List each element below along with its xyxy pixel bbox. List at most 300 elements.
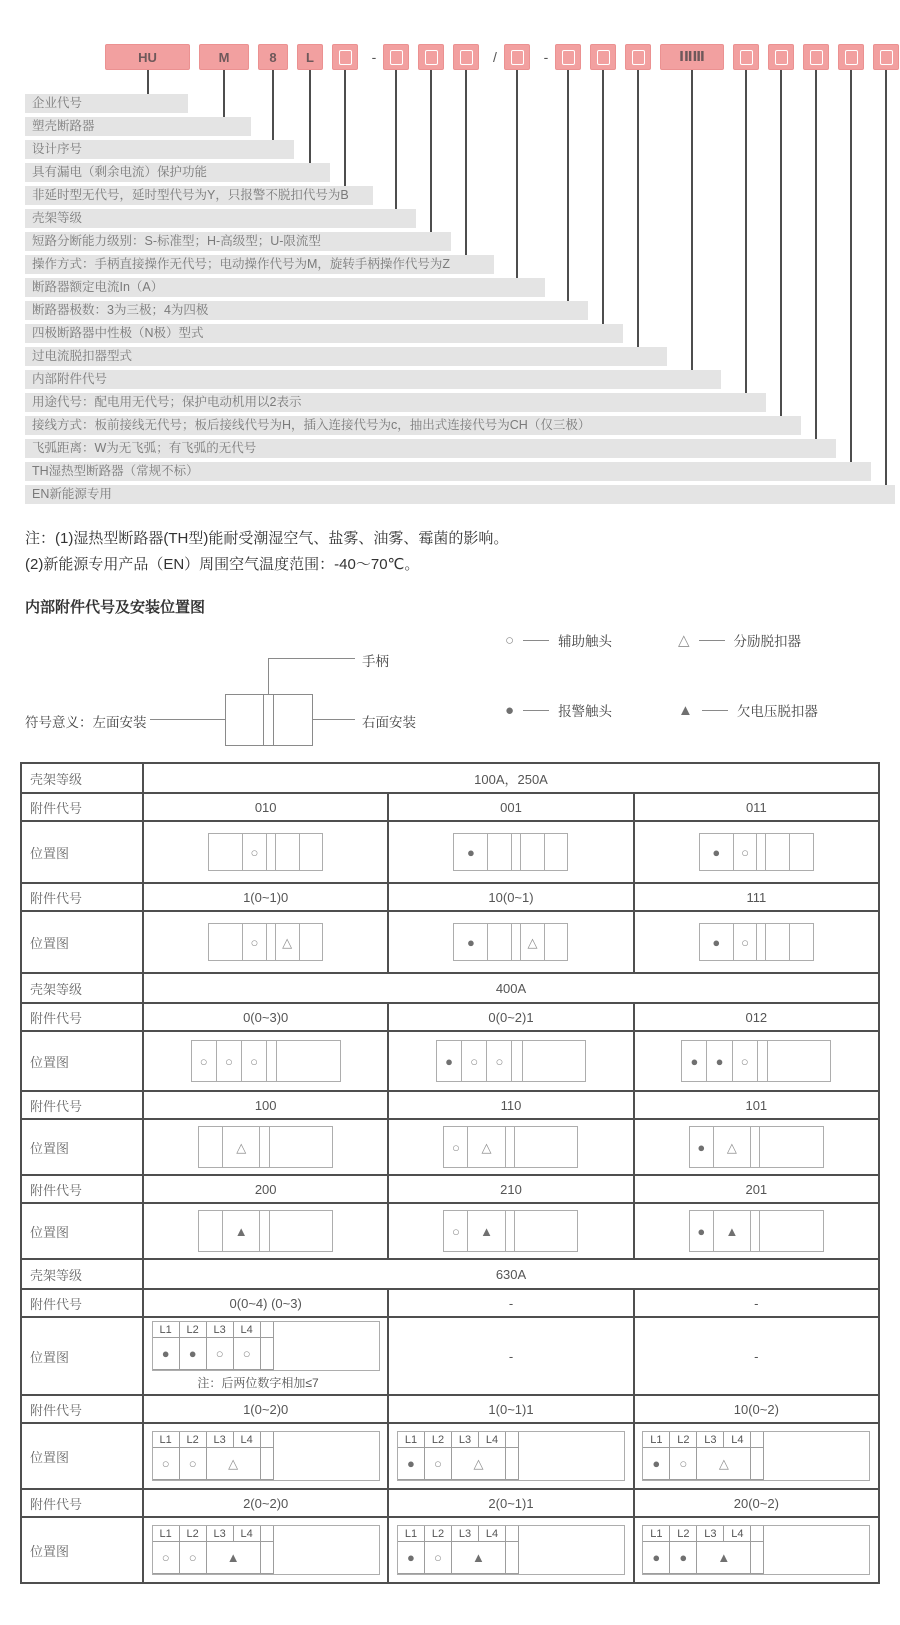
position-diagram-label: 位置图 bbox=[21, 1119, 143, 1175]
position-diagram-ltable bbox=[397, 1525, 625, 1575]
position-diagram-label: 位置图 bbox=[21, 1203, 143, 1259]
ltable-header-row bbox=[643, 1432, 869, 1448]
shunt-release-icon: △ bbox=[718, 1456, 729, 1471]
position-diagram bbox=[208, 923, 323, 961]
alarm-contact-icon: ● bbox=[697, 1223, 706, 1239]
frame-rating-value: 630A bbox=[143, 1259, 879, 1289]
legend-label: 分励脱扣器 bbox=[733, 634, 802, 649]
breaker-divider-2 bbox=[273, 694, 274, 746]
aux-contact-icon: ○ bbox=[161, 1456, 170, 1471]
ltable-header-cell: L2 bbox=[670, 1526, 697, 1542]
slot-cell bbox=[751, 1211, 760, 1251]
ltable-body-cell bbox=[670, 1542, 697, 1574]
code-description-bar: 具有漏电（剩余电流）保护功能 bbox=[25, 163, 330, 182]
ltable-body-cell bbox=[697, 1448, 751, 1480]
ltable-body-cell bbox=[207, 1448, 261, 1480]
ltable-header-cell: L4 bbox=[234, 1432, 261, 1448]
position-diagram-label: 位置图 bbox=[21, 1031, 143, 1091]
alarm-contact-icon: ● bbox=[712, 844, 721, 860]
ltable-body-cell bbox=[261, 1448, 274, 1480]
ltable-body-row bbox=[643, 1448, 869, 1480]
code-leader-line bbox=[815, 70, 817, 439]
aux-contact-icon: ○ bbox=[250, 934, 259, 950]
table-row bbox=[21, 1031, 879, 1091]
aux-contact-icon: ○ bbox=[434, 1550, 442, 1565]
ltable-header-row bbox=[153, 1322, 379, 1338]
code-description-bar: 过电流脱扣器型式 bbox=[25, 347, 667, 366]
position-diagram bbox=[208, 833, 323, 871]
slot-cell bbox=[512, 834, 521, 870]
aux-contact-icon: ○ bbox=[242, 1346, 251, 1361]
code-leader-line bbox=[516, 70, 518, 278]
slot-cell bbox=[270, 1211, 333, 1251]
left-pointer-line bbox=[150, 719, 225, 720]
slot-cell bbox=[270, 1127, 333, 1167]
handle-pointer-vline bbox=[268, 658, 269, 694]
position-diagram-cell bbox=[388, 1031, 633, 1091]
ltable-header-cell: L4 bbox=[724, 1526, 751, 1542]
aux-contact-icon: ○ bbox=[215, 1346, 224, 1361]
slot-cell bbox=[260, 1211, 269, 1251]
slot-cell bbox=[468, 1211, 505, 1251]
ltable-header-cell-narrow bbox=[261, 1526, 274, 1542]
slot-cell bbox=[276, 834, 300, 870]
slot-cell bbox=[217, 1041, 242, 1081]
right-pointer-line bbox=[313, 719, 355, 720]
code-box-blank bbox=[625, 44, 651, 70]
position-diagram bbox=[443, 1210, 578, 1252]
slot-cell bbox=[545, 834, 568, 870]
ltable-header-cell: L4 bbox=[234, 1526, 261, 1542]
aux-contact-icon: ○ bbox=[188, 1550, 197, 1565]
position-diagram-cell bbox=[634, 911, 879, 973]
blank-square-icon bbox=[775, 50, 788, 65]
ltable-body-cell bbox=[180, 1542, 207, 1574]
ltable-header-cell: L1 bbox=[398, 1432, 425, 1448]
aux-contact-icon: ○ bbox=[679, 1456, 688, 1471]
code-description-bar: 接线方式：板前接线无代号；板后接线代号为H，插入连接代号为c，抽出式连接代号为CH（仅三极） bbox=[25, 416, 801, 435]
accessory-code-value: 1(0~2)0 bbox=[143, 1395, 388, 1423]
code-description-bar: 企业代号 bbox=[25, 94, 188, 113]
accessory-code-label: 附件代号 bbox=[21, 1395, 143, 1423]
code-box-blank bbox=[838, 44, 864, 70]
table-row bbox=[21, 1517, 879, 1583]
position-diagram bbox=[699, 833, 814, 871]
accessory-code-value: 011 bbox=[634, 793, 879, 821]
slot-cell bbox=[758, 1041, 768, 1081]
frame-rating-value: 400A bbox=[143, 973, 879, 1003]
frame-rating-label: 壳架等级 bbox=[21, 973, 143, 1003]
note-line-1: 注：(1)湿热型断路器(TH型)能耐受潮湿空气、盐雾、油雾、霉菌的影响。 bbox=[25, 530, 509, 547]
ltable-header-cell: L4 bbox=[479, 1432, 506, 1448]
slot-cell bbox=[733, 1041, 758, 1081]
slot-cell bbox=[462, 1041, 487, 1081]
ltable-body-cell bbox=[643, 1448, 670, 1480]
code-description-bar: EN新能源专用 bbox=[25, 485, 895, 504]
aux-contact-icon: ○ bbox=[740, 1053, 749, 1069]
ltable-body-cell bbox=[398, 1542, 425, 1574]
code-box-blank bbox=[590, 44, 616, 70]
position-diagram bbox=[453, 923, 568, 961]
accessory-code-label: 附件代号 bbox=[21, 1289, 143, 1317]
code-box-blank bbox=[733, 44, 759, 70]
position-diagram-ltable bbox=[397, 1431, 625, 1481]
slot-cell bbox=[243, 834, 267, 870]
code-description-bar: 四极断路器中性极（N极）型式 bbox=[25, 324, 623, 343]
slot-cell bbox=[454, 924, 488, 960]
ltable-header-cell: L3 bbox=[452, 1526, 479, 1542]
position-diagram-cell bbox=[634, 1517, 879, 1583]
ltable-body-cell bbox=[207, 1338, 234, 1370]
position-diagram-cell bbox=[143, 1119, 388, 1175]
code-leader-line bbox=[567, 70, 569, 301]
code-description-bar: 断路器极数：3为三极；4为四极 bbox=[25, 301, 588, 320]
code-leader-line bbox=[637, 70, 639, 347]
slot-cell bbox=[766, 924, 790, 960]
code-leader-line bbox=[780, 70, 782, 416]
slot-cell bbox=[300, 924, 323, 960]
position-diagram bbox=[191, 1040, 341, 1082]
accessory-code-value: 1(0~1)1 bbox=[388, 1395, 633, 1423]
code-description-bar: 设计序号 bbox=[25, 140, 294, 159]
code-box-blank bbox=[504, 44, 530, 70]
shunt-release-icon: △ bbox=[473, 1456, 484, 1471]
code-description-bar: 塑壳断路器 bbox=[25, 117, 251, 136]
accessory-code-value: 001 bbox=[388, 793, 633, 821]
legend-item-alarm-contact bbox=[505, 700, 612, 720]
accessory-code-value: 0(0~3)0 bbox=[143, 1003, 388, 1031]
slot-cell bbox=[267, 924, 276, 960]
position-diagram-label: 位置图 bbox=[21, 1423, 143, 1489]
table-row bbox=[21, 1423, 879, 1489]
slot-cell bbox=[300, 834, 323, 870]
code-leader-line bbox=[309, 70, 311, 163]
ltable-body-cell bbox=[425, 1448, 452, 1480]
position-diagram-ltable bbox=[152, 1525, 380, 1575]
alarm-contact-icon: ● bbox=[679, 1550, 688, 1565]
accessory-code-value: 2(0~2)0 bbox=[143, 1489, 388, 1517]
code-description-bar: 操作方式：手柄直接操作无代号；电动操作代号为M，旋转手柄操作代号为Z bbox=[25, 255, 494, 274]
ltable-body-row bbox=[153, 1448, 379, 1480]
slot-cell bbox=[757, 924, 766, 960]
position-diagram-cell bbox=[634, 1317, 879, 1395]
blank-square-icon bbox=[632, 50, 645, 65]
ltable-header-cell-narrow bbox=[751, 1432, 764, 1448]
shunt-release-icon: △ bbox=[228, 1456, 239, 1471]
slot-cell bbox=[751, 1127, 760, 1167]
position-diagram-label: 位置图 bbox=[21, 911, 143, 973]
accessory-table bbox=[20, 762, 880, 1584]
accessory-code-value: 20(0~2) bbox=[634, 1489, 879, 1517]
blank-square-icon bbox=[562, 50, 575, 65]
table-row bbox=[21, 911, 879, 973]
slot-cell bbox=[521, 834, 545, 870]
undervoltage-release-icon: ▲ bbox=[725, 1223, 739, 1239]
aux-contact-icon: ○ bbox=[470, 1053, 479, 1069]
ltable-header-cell: L3 bbox=[697, 1432, 724, 1448]
aux-contact-icon: ○ bbox=[741, 844, 749, 860]
undervoltage-release-icon: ▲ bbox=[480, 1223, 493, 1239]
code-separator: / bbox=[493, 49, 497, 65]
position-diagram-cell bbox=[634, 1203, 879, 1259]
ltable-body-cell bbox=[506, 1542, 519, 1574]
ltable-header-cell-narrow bbox=[261, 1432, 274, 1448]
accessory-code-value: 110 bbox=[388, 1091, 633, 1119]
position-diagram-cell bbox=[634, 1423, 879, 1489]
alarm-contact-icon: ● bbox=[697, 1139, 706, 1155]
ltable-body-cell bbox=[180, 1338, 207, 1370]
position-diagram-label: 位置图 bbox=[21, 1317, 143, 1395]
symbol-meaning-left-label: 符号意义：左面安装 bbox=[25, 715, 147, 730]
accessory-code-label: 附件代号 bbox=[21, 1489, 143, 1517]
alarm-contact-icon: ● bbox=[712, 934, 721, 950]
slot-cell bbox=[515, 1211, 578, 1251]
ltable-header-row bbox=[398, 1432, 624, 1448]
undervoltage-release-icon: ▲ bbox=[717, 1550, 731, 1565]
slot-cell bbox=[260, 1127, 269, 1167]
code-separator: - bbox=[543, 49, 549, 65]
ltable-body-cell bbox=[425, 1542, 452, 1574]
ltable-header-cell-narrow bbox=[751, 1526, 764, 1542]
legend-item-aux-contact bbox=[505, 630, 612, 650]
slot-cell bbox=[488, 924, 512, 960]
code-separator: - bbox=[371, 49, 377, 65]
ltable-body-cell bbox=[452, 1542, 506, 1574]
blank-square-icon bbox=[390, 50, 403, 65]
legend-label: 辅助触头 bbox=[558, 634, 613, 649]
table-row bbox=[21, 1003, 879, 1031]
ltable-header-cell: L1 bbox=[153, 1432, 180, 1448]
code-leader-line bbox=[272, 70, 274, 140]
legend-dash bbox=[523, 640, 549, 641]
shunt-release-icon: △ bbox=[282, 934, 293, 950]
slot-cell bbox=[714, 1127, 751, 1167]
ltable-body-cell bbox=[207, 1542, 261, 1574]
ltable-body-cell bbox=[153, 1448, 180, 1480]
alarm-contact-icon: ● bbox=[188, 1346, 197, 1361]
table-row bbox=[21, 1317, 879, 1395]
code-leader-line bbox=[147, 70, 149, 94]
alarm-contact-icon: ● bbox=[690, 1053, 699, 1069]
accessory-code-value: 101 bbox=[634, 1091, 879, 1119]
alarm-contact-icon: ● bbox=[652, 1550, 661, 1565]
no-accessory-dash: - bbox=[754, 1348, 759, 1364]
ltable-header-row bbox=[153, 1526, 379, 1542]
code-box: L bbox=[297, 44, 323, 70]
ltable-body-cell bbox=[261, 1542, 274, 1574]
shunt-release-icon: △ bbox=[236, 1139, 247, 1155]
frame-rating-label: 壳架等级 bbox=[21, 1259, 143, 1289]
frame-rating-label: 壳架等级 bbox=[21, 763, 143, 793]
slot-cell bbox=[690, 1127, 714, 1167]
slot-cell bbox=[488, 834, 512, 870]
slot-cell bbox=[545, 924, 568, 960]
slot-cell bbox=[444, 1211, 468, 1251]
accessory-code-value: 201 bbox=[634, 1175, 879, 1203]
slot-cell bbox=[277, 1041, 339, 1081]
accessory-code-value: 1(0~1)0 bbox=[143, 883, 388, 911]
slot-cell bbox=[760, 1127, 823, 1167]
position-diagram bbox=[443, 1126, 578, 1168]
slot-cell bbox=[444, 1127, 468, 1167]
alarm-contact-icon: ● bbox=[161, 1346, 170, 1361]
table-row bbox=[21, 1395, 879, 1423]
accessory-code-label: 附件代号 bbox=[21, 1003, 143, 1031]
ltable-body-row bbox=[153, 1542, 379, 1574]
undervoltage-release-icon: ▲ bbox=[472, 1550, 485, 1565]
blank-square-icon bbox=[597, 50, 610, 65]
table-row bbox=[21, 1489, 879, 1517]
ltable-with-note bbox=[144, 1321, 387, 1391]
slot-cell bbox=[734, 924, 758, 960]
code-box-blank bbox=[873, 44, 899, 70]
aux-contact-icon: ○ bbox=[188, 1456, 197, 1471]
table-row bbox=[21, 973, 879, 1003]
legend-dash bbox=[699, 640, 725, 641]
position-diagram-ltable bbox=[152, 1431, 380, 1481]
position-diagram-cell bbox=[143, 1203, 388, 1259]
position-diagram-label: 位置图 bbox=[21, 1517, 143, 1583]
accessory-code-label: 附件代号 bbox=[21, 883, 143, 911]
ltable-header-cell: L2 bbox=[180, 1322, 207, 1338]
aux-contact-icon: ○ bbox=[224, 1053, 233, 1069]
ltable-header-cell: L3 bbox=[697, 1526, 724, 1542]
slot-cell bbox=[276, 924, 300, 960]
code-description-bar: 飞弧距离：W为无飞弧；有飞弧的无代号 bbox=[25, 439, 836, 458]
aux-contact-icon: ○ bbox=[495, 1053, 504, 1069]
code-box: HU bbox=[105, 44, 190, 70]
blank-square-icon bbox=[339, 50, 352, 65]
ltable-body-cell bbox=[452, 1448, 506, 1480]
table-row bbox=[21, 1091, 879, 1119]
ltable-body-cell bbox=[751, 1448, 764, 1480]
aux-contact-icon: ○ bbox=[452, 1139, 460, 1155]
breaker-outline bbox=[225, 694, 313, 746]
ltable-body-cell bbox=[234, 1338, 261, 1370]
circle-outline-icon: ○ bbox=[505, 631, 515, 649]
blank-square-icon bbox=[880, 50, 893, 65]
note-line-2: (2)新能源专用产品（EN）周围空气温度范围：-40～70℃。 bbox=[25, 556, 420, 573]
accessory-code-value: 100 bbox=[143, 1091, 388, 1119]
shunt-release-icon: △ bbox=[481, 1139, 492, 1155]
slot-cell bbox=[734, 834, 758, 870]
accessory-code-label: 附件代号 bbox=[21, 1091, 143, 1119]
ltable-header-cell: L3 bbox=[207, 1526, 234, 1542]
aux-contact-icon: ○ bbox=[199, 1053, 208, 1069]
slot-cell bbox=[523, 1041, 585, 1081]
table-row bbox=[21, 1203, 879, 1259]
position-diagram-cell bbox=[143, 1317, 388, 1395]
slot-cell bbox=[515, 1127, 578, 1167]
position-diagram bbox=[198, 1210, 333, 1252]
code-description-bar: 断路器额定电流In（A） bbox=[25, 278, 545, 297]
slot-cell bbox=[506, 1127, 515, 1167]
position-diagram-cell bbox=[143, 1517, 388, 1583]
code-leader-line bbox=[430, 70, 432, 232]
ltable-body-cell bbox=[180, 1448, 207, 1480]
code-box: 8 bbox=[258, 44, 288, 70]
ltable-header-cell: L1 bbox=[643, 1432, 670, 1448]
ltable-header-row bbox=[643, 1526, 869, 1542]
ltable-body-row bbox=[398, 1542, 624, 1574]
legend-dash bbox=[702, 710, 728, 711]
accessory-code-value: 210 bbox=[388, 1175, 633, 1203]
slot-cell bbox=[487, 1041, 512, 1081]
slot-cell bbox=[243, 924, 267, 960]
position-diagram-cell bbox=[634, 1119, 879, 1175]
code-leader-line bbox=[691, 70, 693, 370]
position-diagram bbox=[699, 923, 814, 961]
slot-cell bbox=[267, 1041, 277, 1081]
ltable-header-cell: L3 bbox=[207, 1322, 234, 1338]
position-diagram bbox=[436, 1040, 586, 1082]
alarm-contact-icon: ● bbox=[467, 844, 475, 860]
code-leader-line bbox=[223, 70, 225, 117]
alarm-contact-icon: ● bbox=[652, 1456, 661, 1471]
code-description-bar: TH湿热型断路器（常规不标） bbox=[25, 462, 871, 481]
position-diagram-cell bbox=[143, 821, 388, 883]
triangle-outline-icon: △ bbox=[678, 631, 690, 649]
slot-cell bbox=[468, 1127, 505, 1167]
table-row bbox=[21, 763, 879, 793]
blank-square-icon bbox=[740, 50, 753, 65]
blank-square-icon bbox=[810, 50, 823, 65]
section-title: 内部附件代号及安装位置图 bbox=[25, 599, 206, 616]
ltable-header-cell: L1 bbox=[153, 1322, 180, 1338]
code-box-blank bbox=[453, 44, 479, 70]
ltable-header-cell: L2 bbox=[180, 1432, 207, 1448]
slot-cell bbox=[437, 1041, 462, 1081]
ltable-body-cell bbox=[261, 1338, 274, 1370]
slot-cell bbox=[682, 1041, 707, 1081]
code-leader-line bbox=[885, 70, 887, 485]
position-diagram-ltable bbox=[642, 1525, 870, 1575]
code-leader-line bbox=[602, 70, 604, 324]
shunt-release-icon: △ bbox=[726, 1139, 737, 1155]
ltable-body-row bbox=[643, 1542, 869, 1574]
aux-contact-icon: ○ bbox=[250, 1053, 258, 1069]
ltable-header-cell-narrow bbox=[261, 1322, 274, 1338]
accessory-code-label: 附件代号 bbox=[21, 793, 143, 821]
table-row bbox=[21, 1259, 879, 1289]
code-box: M bbox=[199, 44, 249, 70]
code-leader-line bbox=[395, 70, 397, 209]
ltable-header-cell: L1 bbox=[398, 1526, 425, 1542]
slot-cell bbox=[192, 1041, 217, 1081]
alarm-contact-icon: ● bbox=[407, 1456, 415, 1471]
accessory-code-value: 111 bbox=[634, 883, 879, 911]
aux-contact-icon: ○ bbox=[250, 844, 259, 860]
slot-cell bbox=[700, 924, 734, 960]
ltable-header-cell: L2 bbox=[425, 1432, 452, 1448]
legend-label: 欠电压脱扣器 bbox=[736, 704, 818, 719]
legend-label: 报警触头 bbox=[558, 704, 613, 719]
position-diagram bbox=[453, 833, 568, 871]
alarm-contact-icon: ● bbox=[715, 1053, 724, 1069]
position-diagram-cell bbox=[388, 1119, 633, 1175]
position-diagram-cell bbox=[143, 911, 388, 973]
code-box-blank bbox=[383, 44, 409, 70]
blank-square-icon bbox=[511, 50, 524, 65]
legend-item-shunt-release bbox=[678, 630, 801, 650]
position-diagram-ltable bbox=[642, 1431, 870, 1481]
slot-cell bbox=[454, 834, 488, 870]
position-diagram-cell bbox=[388, 1517, 633, 1583]
ltable-header-cell: L2 bbox=[425, 1526, 452, 1542]
ltable-header-cell: L4 bbox=[479, 1526, 506, 1542]
ltable-header-cell: L2 bbox=[670, 1432, 697, 1448]
code-leader-line bbox=[344, 70, 346, 186]
